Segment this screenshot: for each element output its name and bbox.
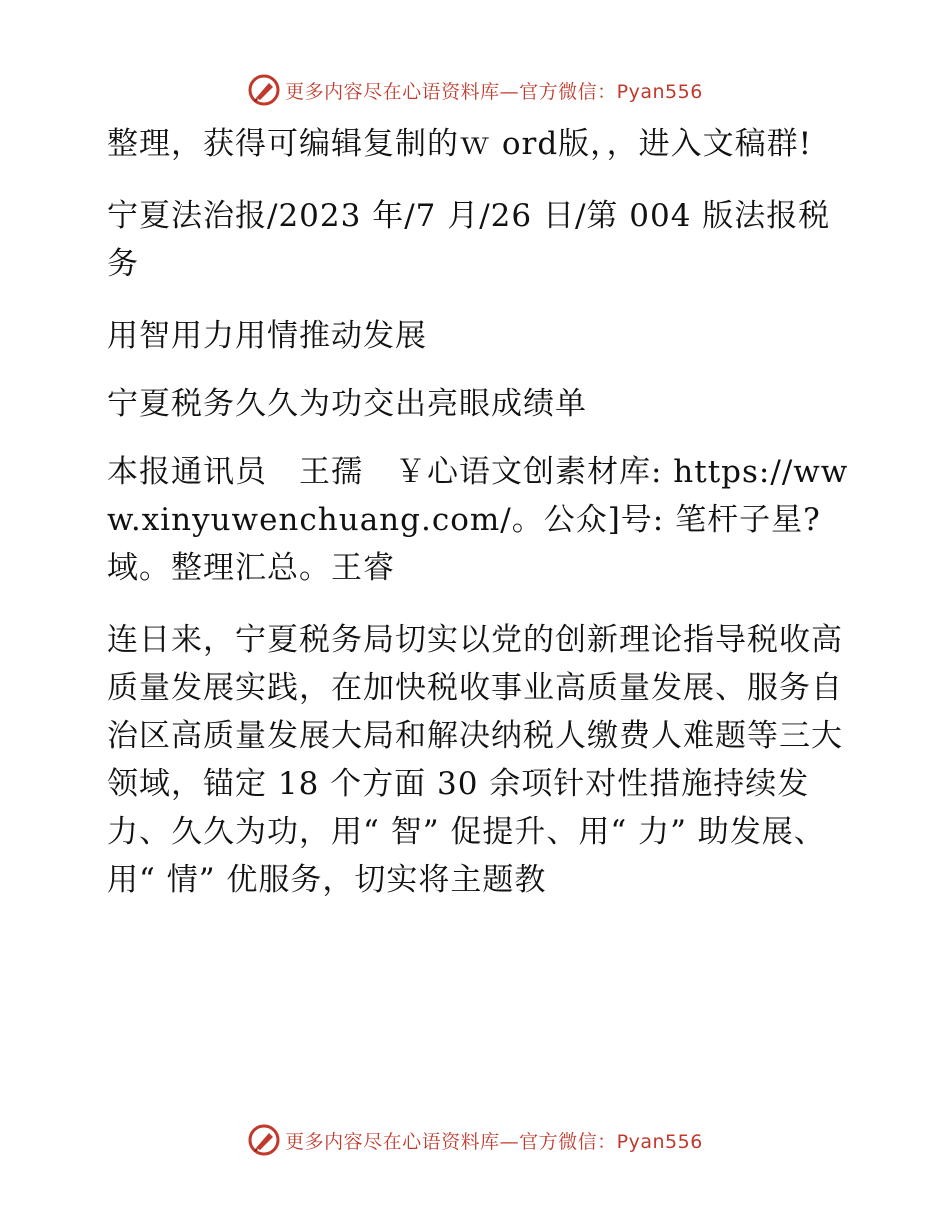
paragraph-byline: 本报通讯员 王孺 ￥心语文创素材库: https://www.xinyuwenchuang.com/。公众]号: 笔杆子星?域。整理汇总。王睿 [107,454,849,586]
footer-watermark [0,1120,950,1160]
watermark-label: 更多内容尽在心语资料库—官方微信： [285,1130,617,1153]
paragraph-intro: 整理，获得可编辑复制的ｗ ord版，，进入文稿群! [107,126,813,162]
paragraph-source: 宁夏法治报/2023 年/7 月/26 日/第 004 版法报税务 [107,198,831,282]
document-body [97,120,857,928]
watermark-wechat: Pyan556 [616,80,703,103]
header-watermark [0,70,950,110]
watermark-wechat: Pyan556 [616,1130,703,1153]
paragraph-subheadline: 宁夏税务久久为功交出亮眼成绩单 [107,386,587,422]
watermark-text [285,1127,703,1154]
watermark-label: 更多内容尽在心语资料库—官方微信： [285,80,617,103]
paragraph-body: 连日来，宁夏税务局切实以党的创新理论指导税收高质量发展实践，在加快税收事业高质量发展、服务自治区高质量发展大局和解决纳税人缴费人难题等三大领域，锚定 18 个方面 30 余项针对性措施持续发力、久久为功，用“ 智” 促提升、用“ 力” 助发展、用“ 情” 优服务，切实将主题教 [107,622,843,898]
pen-logo-icon [247,73,281,107]
watermark-text [285,77,703,104]
paragraph-headline: 用智用力用情推动发展 [107,318,427,354]
pen-logo-icon [247,1123,281,1157]
